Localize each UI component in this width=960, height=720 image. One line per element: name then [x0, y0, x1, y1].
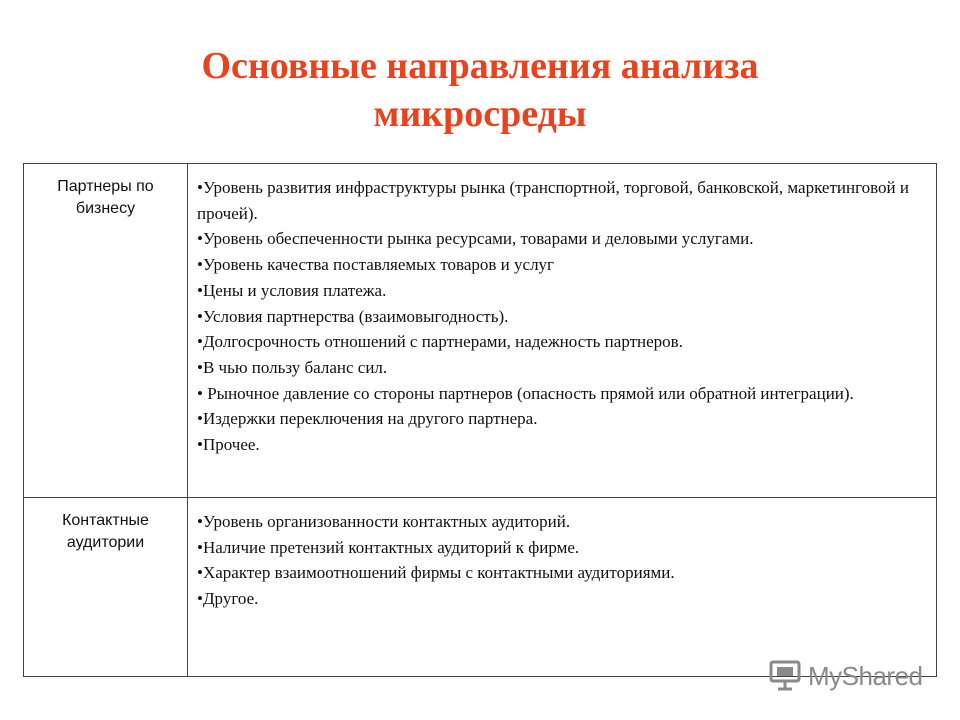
table-row: [24, 164, 937, 498]
table-row: [24, 498, 937, 677]
page-title: [0, 42, 960, 138]
list-item: •Долгосрочность отношений с партнерами, надежность партнеров.: [197, 332, 683, 352]
list-item: •Наличие претензий контактных аудиторий к фирме.: [197, 537, 580, 557]
watermark-logo: [768, 656, 938, 696]
category-cell: Партнеры по бизнесу: [24, 164, 188, 498]
list-item: •Прочее.: [197, 435, 260, 455]
list-item: •Уровень развития инфраструктуры рынка (транспортной, торговой, банковской, маркетинговой и прочей).: [197, 178, 914, 223]
title-line-2: микросреды: [373, 93, 587, 135]
items-cell: [188, 498, 937, 677]
presentation-icon: [768, 658, 802, 692]
list-item: •Цены и условия платежа.: [197, 280, 387, 300]
list-item: •Уровень организованности контактных аудиторий.: [197, 512, 571, 531]
watermark-text: MyShared: [808, 661, 923, 691]
list-item: •В чью пользу баланс сил.: [197, 357, 388, 377]
list-item: •Уровень обеспеченности рынка ресурсами, товарами и деловыми услугами.: [197, 229, 754, 249]
items-cell: [188, 164, 937, 498]
analysis-table: [23, 163, 937, 677]
list-item: •Другое.: [197, 589, 259, 609]
category-cell: Контактные аудитории: [24, 498, 188, 677]
title-line-1: Основные направления анализа: [201, 45, 759, 87]
list-item: •Издержки переключения на другого партнера.: [197, 409, 538, 429]
list-item: •Условия партнерства (взаимовыгодность).: [197, 306, 509, 326]
list-item: •Уровень качества поставляемых товаров и услуг: [197, 255, 555, 275]
list-item: • Рыночное давление со стороны партнеров (опасность прямой или обратной интеграции).: [197, 383, 854, 403]
list-item: •Характер взаимоотношений фирмы с контактными аудиториями.: [197, 563, 675, 583]
